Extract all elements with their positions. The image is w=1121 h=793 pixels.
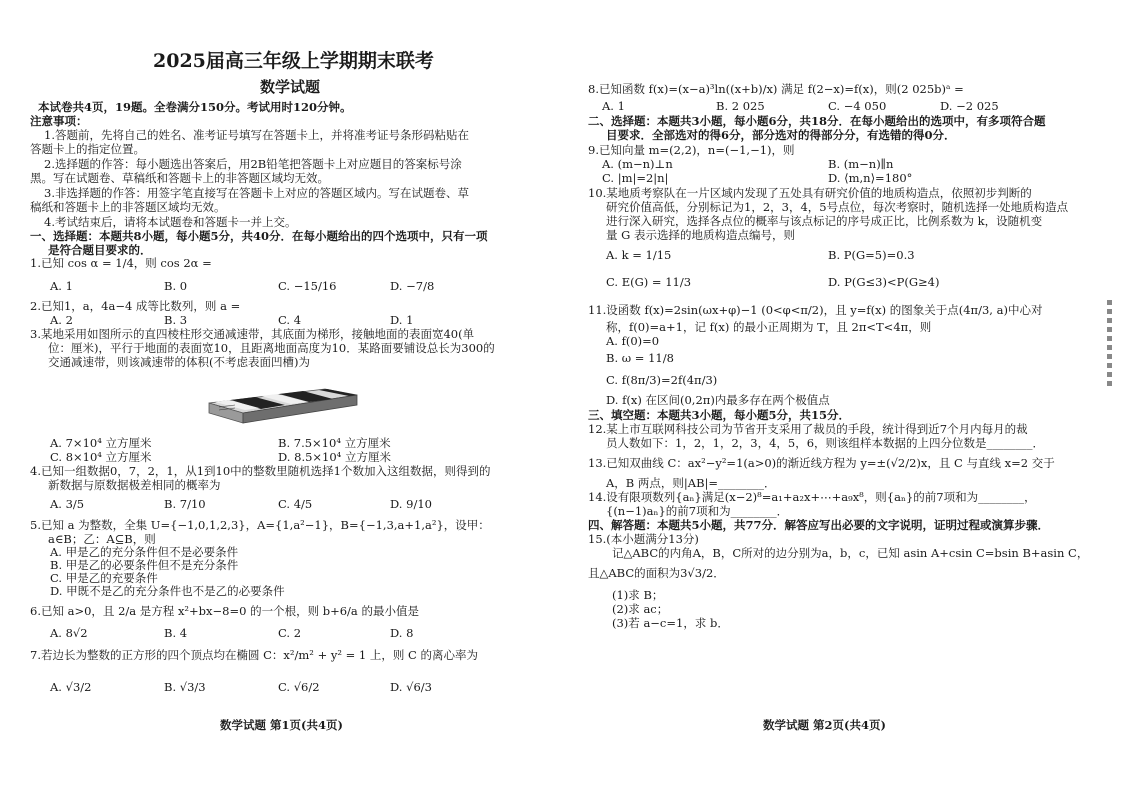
exam-subtitle: 数学试题 <box>260 78 321 96</box>
option: D. 9/10 <box>390 497 432 511</box>
question-15-part: (3)若 a−c=1，求 b． <box>612 616 729 630</box>
note-line: 黑。写在试题卷、草稿纸和答题卡上的非答题区域均无效。 <box>30 171 329 185</box>
question-4: 4.已知一组数据0，7，2，1，从1到10中的整数里随机选择1个数加入这组数据，则得到的 <box>30 464 491 478</box>
option: C. f(8π/3)=2f(4π/3) <box>606 373 718 387</box>
question-10-line: 量 G 表示选择的地质构造点编号，则 <box>606 228 795 242</box>
option: B. (m−n)∥n <box>828 157 894 171</box>
option: D. 1 <box>390 313 414 327</box>
page-footer: 数学试题 第1页(共4页) <box>220 718 343 732</box>
note-line: 稿纸和答题卡上的非答题区域均无效。 <box>30 200 226 214</box>
option: B. 7/10 <box>164 497 206 511</box>
question-14: 14.设有限项数列{aₙ}满足(x−2)⁸=a₁+a₂x+⋯+a₉x⁸，则{aₙ}的前7项和为________， <box>588 490 1036 504</box>
option: B. 4 <box>164 626 188 640</box>
option: B. 7.5×10⁴ 立方厘米 <box>278 436 391 450</box>
exam-title: 2025届高三年级上学期期末联考 <box>153 50 434 72</box>
question-7: 7.若边长为整数的正方形的四个顶点均在椭圆 C：x²/m² + y² = 1 上，则 C 的离心率为 <box>30 648 478 662</box>
option: C. −4 050 <box>828 99 887 113</box>
option: B. 2 025 <box>716 99 765 113</box>
question-10-line: 研究价值高低，分别标记为1，2，3，4，5号点位，每次考察时，随机选择一处地质构造点 <box>606 200 1069 214</box>
question-3: 3.某地采用如图所示的直四棱柱形交通减速带，其底面为梯形，接触地面的表面宽40(单 <box>30 327 475 341</box>
question-13-line: A，B 两点，则|AB|=________． <box>606 476 776 490</box>
question-15-line: 记△ABC的内角A，B，C所对的边分别为a，b，c，已知 asin A+csin C=bsin B+asin C， <box>612 546 1089 560</box>
question-5: 5.已知 a 为整数，全集 U={−1,0,1,2,3}，A={1,a²−1}，B={−1,3,a+1,a²}，设甲： <box>30 518 490 532</box>
option: D. −7/8 <box>390 279 435 293</box>
option: C. 2 <box>278 626 302 640</box>
option: A. 2 <box>50 313 73 327</box>
question-11: 11.设函数 f(x)=2sin(ωx+φ)−1 (0<φ<π/2)，且 y=f(x) 的图象关于点(4π/3, a)中心对 <box>588 303 1043 317</box>
section-heading: 一、选择题：本题共8小题，每小题5分，共40分．在每小题给出的四个选项中，只有一项 <box>30 229 488 243</box>
option: B. 0 <box>164 279 188 293</box>
option: A. 3/5 <box>50 497 85 511</box>
option: C. |m|=2|n| <box>602 171 669 185</box>
option: A. √3/2 <box>50 680 92 694</box>
speed-bump-image <box>205 383 360 425</box>
question-9: 9.已知向量 m=(2,2)，n=(−1,−1)，则 <box>588 143 795 157</box>
option: D. f(x) 在区间(0,2π)内最多存在两个极值点 <box>606 393 830 407</box>
option: D. 8 <box>390 626 414 640</box>
option: B. √3/3 <box>164 680 206 694</box>
question-15-line: 且△ABC的面积为3√3/2． <box>588 566 725 580</box>
option: A. 1 <box>602 99 625 113</box>
option: A. (m−n)⊥n <box>602 157 673 171</box>
question-15-part: (2)求 ac； <box>612 602 669 616</box>
section-heading: 三、填空题：本题共3小题，每小题5分，共15分． <box>588 408 851 422</box>
exam-info: 本试卷共4页，19题。全卷满分150分。考试用时120分钟。 <box>38 100 352 114</box>
question-8: 8.已知函数 f(x)=(x−a)³ln((x+b)/x) 满足 f(2−x)=f(x)，则(2 025b)ᵃ = <box>588 82 964 96</box>
edge-marks <box>1107 300 1113 390</box>
question-5-line: a∈B；乙：A⊆B，则 <box>48 532 156 546</box>
question-12: 12.某上市互联网科技公司为节省开支采用了裁员的手段，统计得到近7个月内每月的裁 <box>588 422 1028 436</box>
question-6: 6.已知 a>0，且 2/a 是方程 x²+bx−8=0 的一个根，则 b+6/a 的最小值是 <box>30 604 419 618</box>
question-11-line: 称，f(0)=a+1，记 f(x) 的最小正周期为 T，且 2π<T<4π，则 <box>606 320 932 334</box>
note-line: 3.非选择题的作答：用签字笔直接写在答题卡上对应的答题区域内。写在试题卷、草 <box>44 186 469 200</box>
option: A. f(0)=0 <box>606 334 660 348</box>
option: B. ω = 11/8 <box>606 351 674 365</box>
option: B. 3 <box>164 313 188 327</box>
option: C. 8×10⁴ 立方厘米 <box>50 450 152 464</box>
question-1: 1.已知 cos α = 1/4，则 cos 2α = <box>30 256 212 270</box>
question-3-line: 位：厘米)，平行于地面的表面宽10，且距离地面高度为10．某路面要铺设总长为300的 <box>48 341 495 355</box>
option: C. √6/2 <box>278 680 320 694</box>
section-heading: 二、选择题：本题共3小题，每小题6分，共18分．在每小题给出的选项中，有多项符合题 <box>588 114 1046 128</box>
note-line: 答题卡上的指定位置。 <box>30 142 145 156</box>
page-footer: 数学试题 第2页(共4页) <box>763 718 886 732</box>
section-heading: 是符合题目要求的． <box>48 243 152 257</box>
section-heading: 四、解答题：本题共5小题，共77分．解答应写出必要的文字说明，证明过程或演算步骤． <box>588 518 1050 532</box>
option: C. −15/16 <box>278 279 337 293</box>
option: C. 4 <box>278 313 302 327</box>
option: A. 甲是乙的充分条件但不是必要条件 <box>50 545 239 559</box>
option: D. √6/3 <box>390 680 432 694</box>
option: D. ⟨m,n⟩=180° <box>828 171 913 185</box>
notes-heading: 注意事项： <box>30 114 88 128</box>
note-line: 2.选择题的作答：每小题选出答案后，用2B铅笔把答题卡上对应题目的答案标号涂 <box>44 157 462 171</box>
question-13: 13.已知双曲线 C：ax²−y²=1(a>0)的渐近线方程为 y=±(√2/2)x，且 C 与直线 x=2 交于 <box>588 456 1055 470</box>
question-2: 2.已知1，a，4a−4 成等比数列，则 a = <box>30 299 241 313</box>
section-heading: 目要求．全部选对的得6分，部分选对的得部分分，有选错的得0分． <box>606 128 956 142</box>
option: A. 1 <box>50 279 73 293</box>
option: B. P(G=5)=0.3 <box>828 248 915 262</box>
option: A. 7×10⁴ 立方厘米 <box>50 436 152 450</box>
option: D. −2 025 <box>940 99 999 113</box>
question-10-line: 进行深入研究，选择各点位的概率与该点标记的序号成正比，比例系数为 k，设随机变 <box>606 214 1043 228</box>
note-line: 4.考试结束后，请将本试题卷和答题卡一并上交。 <box>44 215 297 229</box>
option: D. P(G≤3)<P(G≥4) <box>828 275 940 289</box>
option: C. 甲是乙的充要条件 <box>50 571 158 585</box>
question-15: 15.(本小题满分13分) <box>588 532 699 546</box>
option: D. 甲既不是乙的充分条件也不是乙的必要条件 <box>50 584 285 598</box>
question-12-line: 员人数如下：1，2，1，2，3，4，5，6，则该组样本数据的上四分位数是________． <box>606 436 1045 450</box>
note-line: 1.答题前，先将自己的姓名、准考证号填写在答题卡上，并将准考证号条形码粘贴在 <box>44 128 469 142</box>
question-15-part: (1)求 B； <box>612 588 664 602</box>
option: C. 4/5 <box>278 497 313 511</box>
option: C. E(G) = 11/3 <box>606 275 692 289</box>
question-3-line: 交通减速带，则该减速带的体积(不考虑表面凹槽)为 <box>48 355 310 369</box>
option: D. 8.5×10⁴ 立方厘米 <box>278 450 391 464</box>
option: B. 甲是乙的必要条件但不是充分条件 <box>50 558 239 572</box>
question-14-line: {(n−1)aₙ}的前7项和为________． <box>606 504 789 518</box>
option: A. 8√2 <box>50 626 88 640</box>
question-4-line: 新数据与原数据极差相同的概率为 <box>48 478 221 492</box>
option: A. k = 1/15 <box>606 248 672 262</box>
question-10: 10.某地质考察队在一片区域内发现了五处具有研究价值的地质构造点，依照初步判断的 <box>588 186 1032 200</box>
